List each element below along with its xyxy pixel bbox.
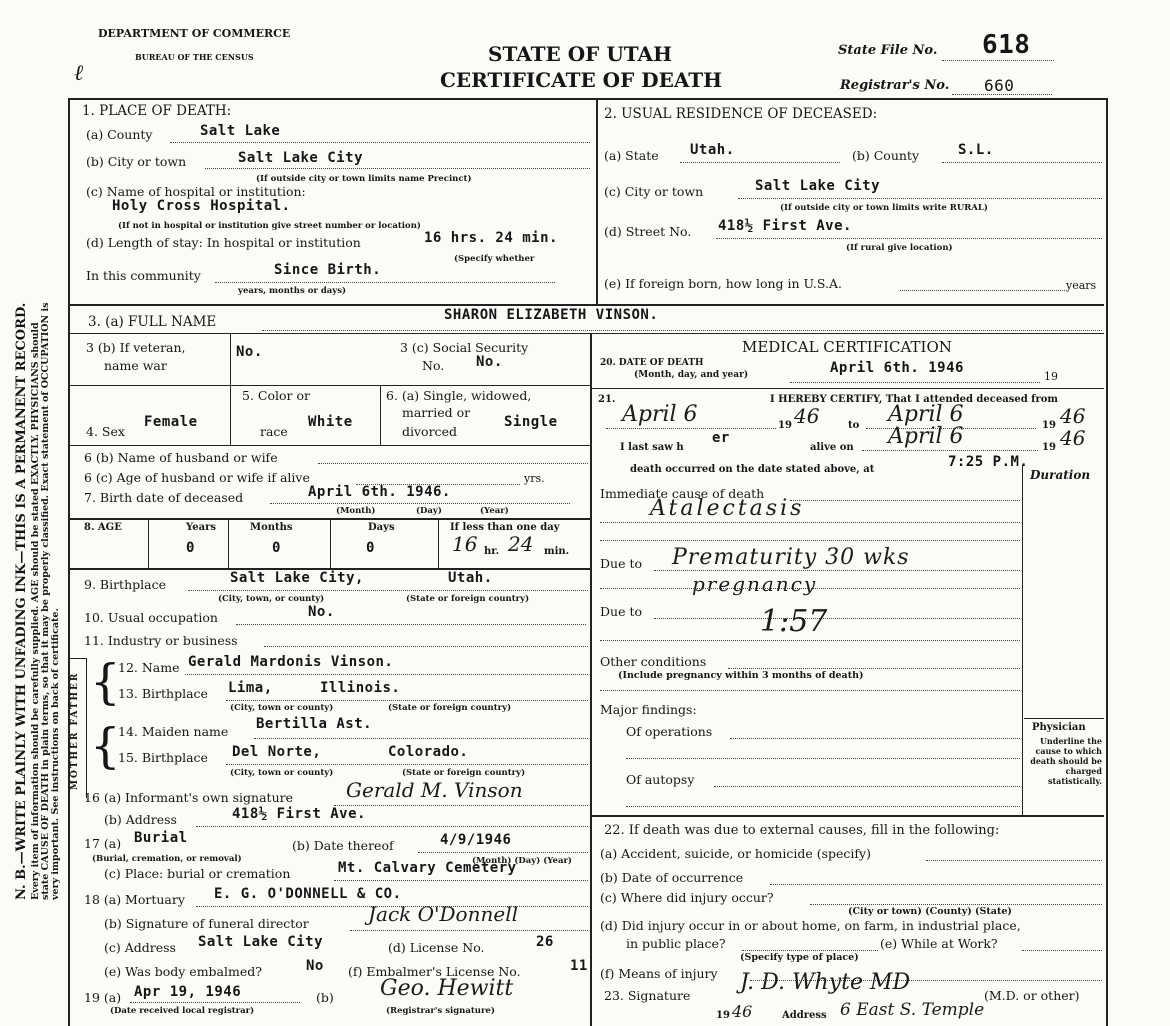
burial-date-label: (b) Date thereof bbox=[292, 838, 394, 853]
registrar-date-value: Apr 19, 1946 bbox=[134, 984, 242, 1000]
pod-stay-value: 16 hrs. 24 min. bbox=[424, 230, 558, 246]
ext-f-label: (f) Means of injury bbox=[600, 966, 718, 981]
birthplace-state-value: Utah. bbox=[448, 570, 493, 586]
res-city-note: (If outside city or town limits write RURAL) bbox=[780, 203, 988, 213]
res-state-value: Utah. bbox=[690, 142, 735, 158]
physician-note: Underline the cause to which death should be charged statistically. bbox=[1030, 736, 1102, 786]
side-instructions-2: state CAUSE OF DEATH in plain terms, so that it may be properly classified. Exact statement of OCCUPATION is bbox=[40, 302, 51, 900]
year-prefix-3: 19 bbox=[1042, 442, 1056, 453]
marital-label-1: 6. (a) Single, widowed, bbox=[386, 388, 532, 403]
ext-c-note: (City or town) (County) (State) bbox=[848, 906, 1012, 917]
mortuary-name-value: E. G. O'DONNELL & CO. bbox=[214, 886, 402, 902]
certifier-date-prefix: 19 bbox=[716, 1010, 730, 1021]
medical-heading: MEDICAL CERTIFICATION bbox=[742, 338, 952, 356]
veteran-label-2: name war bbox=[104, 358, 167, 373]
father-bp-note-1: (City, town or county) bbox=[230, 703, 334, 713]
year-value-3: 46 bbox=[1060, 426, 1086, 450]
res-county-value: S.L. bbox=[958, 142, 994, 158]
age-years-value: 0 bbox=[186, 540, 195, 556]
birthplace-label: 9. Birthplace bbox=[84, 577, 166, 592]
mortuary-address-label: (c) Address bbox=[104, 940, 176, 955]
pod-county-value: Salt Lake bbox=[200, 123, 281, 139]
res-street-note: (If rural give location) bbox=[846, 243, 953, 253]
year-prefix-2: 19 bbox=[1042, 420, 1056, 431]
state-file-number: 618 bbox=[982, 30, 1031, 60]
birth-year-note: (Year) bbox=[480, 506, 509, 516]
res-city-label: (c) City or town bbox=[604, 184, 704, 199]
certify-text: I HEREBY CERTIFY, That I attended deceased from bbox=[770, 394, 1059, 405]
informant-address-value: 418½ First Ave. bbox=[232, 806, 366, 822]
marital-label-2: married or bbox=[402, 405, 471, 420]
mother-bp-note-1: (City, town or county) bbox=[230, 768, 334, 778]
other-conditions-note: (Include pregnancy within 3 months of death) bbox=[618, 670, 864, 681]
document-title-state: STATE OF UTAH bbox=[488, 42, 672, 66]
certifier-sig-label: 23. Signature bbox=[604, 988, 691, 1003]
embalmed-label: (e) Was body embalmed? bbox=[104, 964, 262, 979]
veteran-label: 3 (b) If veteran, bbox=[86, 340, 186, 355]
veteran-value: No. bbox=[236, 344, 263, 360]
side-instructions-1: Every item of information should be carefully supplied. AGE should be stated EXACTLY. PHYSICIANS should bbox=[30, 322, 41, 900]
alive-on-label: alive on bbox=[810, 442, 854, 453]
registrar-date-note: (Date received local registrar) bbox=[110, 1006, 255, 1016]
age-months-head: Months bbox=[250, 522, 293, 533]
duration-label: Duration bbox=[1030, 468, 1091, 482]
mother-bp-label: 15. Birthplace bbox=[118, 750, 208, 765]
res-street-value: 418½ First Ave. bbox=[718, 218, 852, 234]
document-title: CERTIFICATE OF DEATH bbox=[440, 68, 723, 92]
sex-value: Female bbox=[144, 414, 198, 430]
embalmer-license-label: (f) Embalmer's License No. bbox=[348, 964, 521, 979]
age-years-head: Years bbox=[186, 522, 217, 533]
informant-sig-label: 16 (a) Informant's own signature bbox=[84, 790, 293, 805]
mother-maiden-label: 14. Maiden name bbox=[118, 724, 229, 739]
marital-value: Single bbox=[504, 414, 558, 430]
res-city-value: Salt Lake City bbox=[755, 178, 881, 194]
pod-stay-label: (d) Length of stay: In hospital or institution bbox=[86, 235, 361, 250]
pod-county-label: (a) County bbox=[86, 127, 153, 142]
color-label: 5. Color or bbox=[242, 388, 310, 403]
year-prefix-1: 19 bbox=[778, 420, 792, 431]
age-hr-label: hr. bbox=[484, 546, 500, 557]
year-value-2: 46 bbox=[1060, 404, 1086, 428]
pod-community-note: years, months or days) bbox=[238, 286, 347, 296]
father-bp-city: Lima, bbox=[228, 680, 273, 696]
registrar-sig-note: (Registrar's signature) bbox=[386, 1006, 495, 1016]
burial-type-value: Burial bbox=[134, 830, 188, 846]
certifier-address-label: Address bbox=[782, 1010, 827, 1021]
other-conditions-label: Other conditions bbox=[600, 654, 707, 669]
burial-place-label: (c) Place: burial or cremation bbox=[104, 866, 291, 881]
birth-date-value: April 6th. 1946. bbox=[308, 484, 451, 500]
registrar-sig-label: (b) bbox=[316, 990, 334, 1005]
autopsy-label: Of autopsy bbox=[626, 772, 695, 787]
pod-community-label: In this community bbox=[86, 268, 201, 283]
registrar-label: 19 (a) bbox=[84, 990, 122, 1005]
to-label: to bbox=[848, 420, 860, 431]
ext-c-label: (c) Where did injury occur? bbox=[600, 890, 774, 905]
age-days-head: Days bbox=[368, 522, 395, 533]
father-bp-state: Illinois. bbox=[320, 680, 401, 696]
full-name-label: 3. (a) FULL NAME bbox=[88, 314, 217, 330]
parents-side-label: MOTHER FATHER bbox=[70, 671, 80, 790]
sex-label: 4. Sex bbox=[86, 424, 125, 439]
occupation-value: No. bbox=[308, 604, 335, 620]
pod-community-value: Since Birth. bbox=[274, 262, 382, 278]
pod-city-note: (If outside city or town limits name Precinct) bbox=[256, 174, 472, 184]
ext-e-label: (e) While at Work? bbox=[880, 936, 998, 951]
res-street-label: (d) Street No. bbox=[604, 224, 692, 239]
director-sig-label: (b) Signature of funeral director bbox=[104, 916, 309, 931]
operations-label: Of operations bbox=[626, 724, 713, 739]
res-county-label: (b) County bbox=[852, 148, 920, 163]
due-to-1-value-b: pregnancy bbox=[692, 572, 818, 596]
ext-b-label: (b) Date of occurrence bbox=[600, 870, 744, 885]
certifier-signature: J. D. Whyte MD bbox=[740, 970, 911, 995]
certifier-sig-suffix: (M.D. or other) bbox=[984, 988, 1080, 1003]
pod-hospital-label: (c) Name of hospital or institution: bbox=[86, 184, 306, 199]
death-date-year-prefix: 19 bbox=[1044, 370, 1058, 383]
age-hours-value: 16 bbox=[452, 532, 478, 556]
attended-from: April 6 bbox=[622, 402, 698, 427]
attended-to: April 6 bbox=[888, 402, 964, 427]
race-value: White bbox=[308, 414, 353, 430]
external-heading: 22. If death was due to external causes, fill in the following: bbox=[604, 823, 1000, 838]
ext-d-note: (Specify type of place) bbox=[740, 952, 859, 963]
physician-heading: Physician bbox=[1032, 722, 1086, 733]
death-date-label: 20. DATE OF DEATH bbox=[600, 358, 704, 368]
pod-hospital-value: Holy Cross Hospital. bbox=[112, 198, 291, 214]
age-minutes-value: 24 bbox=[508, 532, 534, 556]
alive-on-value: April 6 bbox=[888, 424, 964, 449]
place-of-death-heading: 1. PLACE OF DEATH: bbox=[82, 103, 232, 119]
pod-city-label: (b) City or town bbox=[86, 154, 187, 169]
birth-day-note: (Day) bbox=[416, 506, 442, 516]
res-foreign-suffix: years bbox=[1066, 279, 1097, 292]
birthplace-note-2: (State or foreign country) bbox=[406, 594, 530, 604]
mother-bp-note-2: (State or foreign country) bbox=[402, 768, 526, 778]
birthplace-note-1: (City, town, or county) bbox=[218, 594, 325, 604]
immediate-cause-value: Atalectasis bbox=[650, 496, 805, 521]
ssn-value: No. bbox=[476, 354, 503, 370]
ext-a-label: (a) Accident, suicide, or homicide (specify) bbox=[600, 846, 871, 861]
pod-stay-note: (Specify whether bbox=[454, 254, 535, 264]
bureau-label: BUREAU OF THE CENSUS bbox=[135, 52, 254, 62]
informant-address-label: (b) Address bbox=[104, 812, 177, 827]
father-name-label: 12. Name bbox=[118, 660, 180, 675]
license-label: (d) License No. bbox=[388, 940, 485, 955]
registrar-number: 660 bbox=[984, 76, 1015, 95]
year-value-1: 46 bbox=[794, 404, 820, 428]
mortuary-address-value: Salt Lake City bbox=[198, 934, 324, 950]
department-label: DEPARTMENT OF COMMERCE bbox=[98, 27, 291, 40]
age-min-label: min. bbox=[544, 546, 570, 557]
father-brace: { bbox=[90, 654, 121, 710]
spouse-age-label: 6 (c) Age of husband or wife if alive bbox=[84, 470, 310, 485]
license-value: 26 bbox=[536, 934, 554, 950]
res-foreign-label: (e) If foreign born, how long in U.S.A. bbox=[604, 276, 842, 291]
death-time-value: 7:25 P.M. bbox=[948, 454, 1029, 470]
full-name-value: SHARON ELIZABETH VINSON. bbox=[444, 307, 659, 323]
death-date-value: April 6th. 1946 bbox=[830, 360, 964, 376]
marital-label-3: divorced bbox=[402, 424, 457, 439]
due-to-1-value: Prematurity 30 wks bbox=[672, 545, 910, 570]
state-file-label: State File No. bbox=[838, 43, 938, 58]
burial-place-value: Mt. Calvary Cemetery bbox=[338, 860, 517, 876]
due-to-2-value: 1:57 bbox=[760, 604, 828, 639]
residence-heading: 2. USUAL RESIDENCE OF DECEASED: bbox=[604, 106, 878, 122]
informant-signature: Gerald M. Vinson bbox=[346, 778, 523, 802]
side-instructions-main: N. B.—WRITE PLAINLY WITH UNFADING INK—THIS IS A PERMANENT RECORD. bbox=[14, 302, 29, 900]
mother-bp-city: Del Norte, bbox=[232, 744, 322, 760]
pod-hospital-note: (If not in hospital or institution give street number or location) bbox=[118, 221, 421, 231]
burial-date-note: (Month) (Day) (Year) bbox=[472, 856, 572, 866]
mother-brace: { bbox=[90, 718, 121, 774]
embalmer-license-value: 11 bbox=[570, 958, 588, 974]
ssn-label: 3 (c) Social Security bbox=[400, 340, 529, 355]
pod-city-value: Salt Lake City bbox=[238, 150, 364, 166]
age-days-value: 0 bbox=[366, 540, 375, 556]
father-bp-label: 13. Birthplace bbox=[118, 686, 208, 701]
death-date-note: (Month, day, and year) bbox=[634, 370, 749, 380]
age-months-value: 0 bbox=[272, 540, 281, 556]
spouse-name-label: 6 (b) Name of husband or wife bbox=[84, 450, 278, 465]
corner-mark: ℓ bbox=[74, 61, 84, 86]
race-label: race bbox=[260, 424, 288, 439]
due-to-1-label: Due to bbox=[600, 556, 642, 571]
last-saw-label: I last saw h bbox=[620, 442, 684, 453]
registrar-signature: Geo. Hewitt bbox=[380, 976, 514, 1001]
item-21-label: 21. bbox=[598, 394, 616, 405]
last-saw-her: er bbox=[712, 430, 730, 446]
occurred-label: death occurred on the date stated above, at bbox=[630, 464, 875, 475]
ssn-label-2: No. bbox=[422, 358, 445, 373]
due-to-2-label: Due to bbox=[600, 604, 642, 619]
immediate-cause-label: Immediate cause of death bbox=[600, 486, 765, 501]
certifier-date-value: 46 bbox=[732, 1002, 753, 1021]
industry-label: 11. Industry or business bbox=[84, 633, 238, 648]
major-findings-label: Major findings: bbox=[600, 702, 697, 717]
res-state-label: (a) State bbox=[604, 148, 659, 163]
burial-label: 17 (a) bbox=[84, 836, 122, 851]
ext-d-label-1: (d) Did injury occur in or about home, on farm, in industrial place, bbox=[600, 918, 1021, 933]
director-signature: Jack O'Donnell bbox=[368, 902, 518, 926]
birth-month-note: (Month) bbox=[336, 506, 376, 516]
registrar-no-label: Registrar's No. bbox=[840, 78, 950, 93]
burial-type-note: (Burial, cremation, or removal) bbox=[92, 854, 242, 864]
ext-d-label-2: in public place? bbox=[626, 936, 726, 951]
age-less-head: If less than one day bbox=[450, 522, 560, 533]
mother-bp-state: Colorado. bbox=[388, 744, 469, 760]
side-instructions-3: very important. See instructions on back of certificate. bbox=[50, 608, 61, 900]
embalmed-value: No bbox=[306, 958, 324, 974]
spouse-age-suffix: yrs. bbox=[524, 472, 545, 485]
mortuary-label: 18 (a) Mortuary bbox=[84, 892, 185, 907]
age-label: 8. AGE bbox=[84, 522, 122, 533]
certifier-address-value: 6 East S. Temple bbox=[840, 1000, 985, 1020]
birth-date-label: 7. Birth date of deceased bbox=[84, 490, 244, 505]
father-bp-note-2: (State or foreign country) bbox=[388, 703, 512, 713]
occupation-label: 10. Usual occupation bbox=[84, 610, 218, 625]
birthplace-city-value: Salt Lake City, bbox=[230, 570, 364, 586]
burial-date-value: 4/9/1946 bbox=[440, 832, 512, 848]
mother-maiden-value: Bertilla Ast. bbox=[256, 716, 373, 732]
father-name-value: Gerald Mardonis Vinson. bbox=[188, 654, 394, 670]
